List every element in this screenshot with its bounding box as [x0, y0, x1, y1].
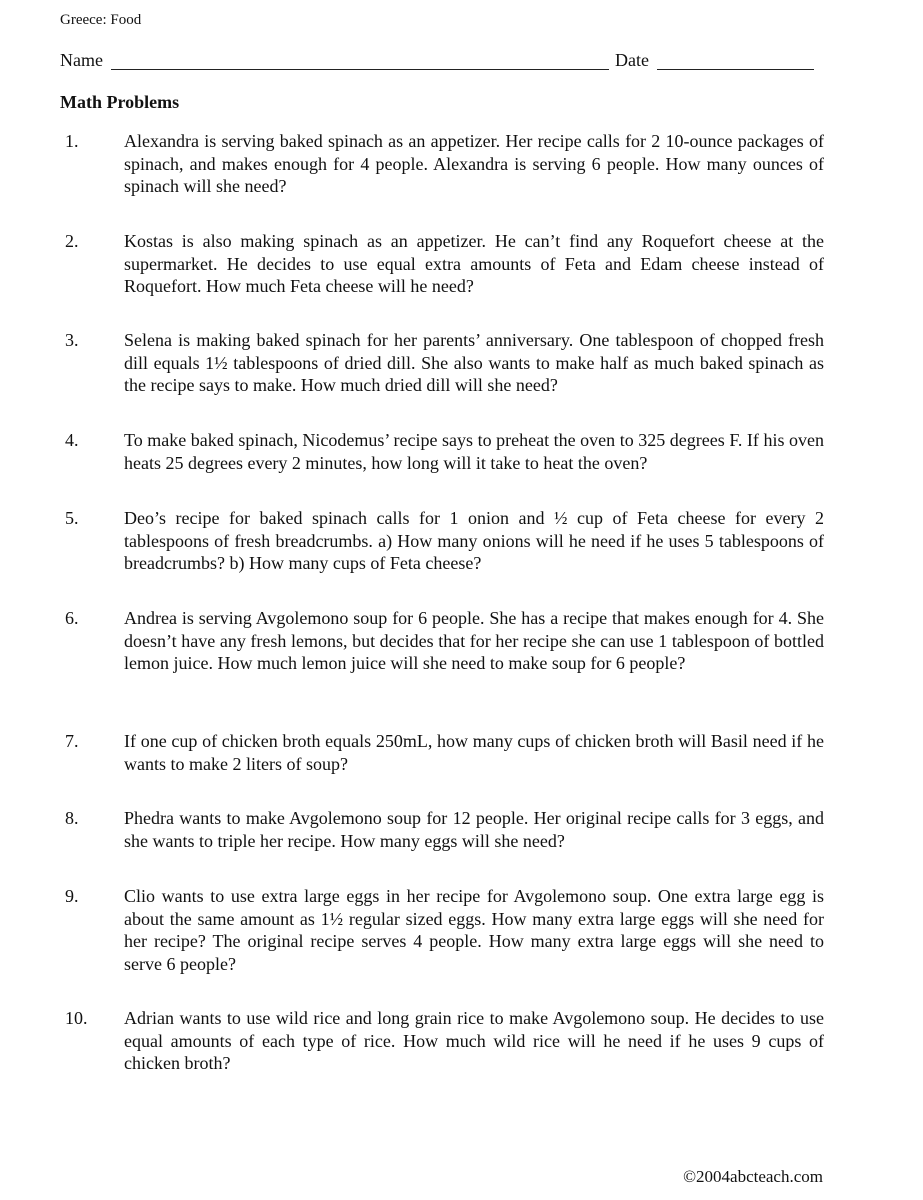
problem-number: 9.: [65, 886, 79, 906]
worksheet-header-title: Greece: Food: [60, 12, 142, 28]
problem-text: If one cup of chicken broth equals 250mL, how many cups of chicken broth will Basil need if he wants to make 2 liters of soup?: [124, 731, 824, 774]
problem-number: 10.: [65, 1008, 88, 1028]
date-blank-line: [657, 69, 814, 70]
copyright-footer: ©2004abcteach.com: [683, 1167, 823, 1186]
problem-text: Selena is making baked spinach for her parents’ anniversary. One tablespoon of chopped fresh dill equals 1½ tablespoons of dried dill. She also wants to make half as much baked spinach as the recipe says to make. How much dried dill will she need?: [124, 330, 824, 395]
name-blank-line: [111, 69, 609, 70]
problem-number: 8.: [65, 808, 79, 828]
problem-text: Kostas is also making spinach as an appetizer. He can’t find any Roquefort cheese at the supermarket. He decides to use equal extra amounts of Feta and Edam cheese instead of Roquefort. How much Feta cheese will he need?: [124, 231, 824, 296]
name-label: Name: [60, 50, 103, 70]
problem-text: Clio wants to use extra large eggs in her recipe for Avgolemono soup. One extra large egg is about the same amount as 1½ regular sized eggs. How many extra large eggs will she need for her recipe? The original recipe serves 4 people. How many extra large eggs will she need to serve 6 people?: [124, 886, 824, 974]
name-date-row: [60, 50, 820, 74]
problem-number: 6.: [65, 608, 79, 628]
problem-text: Adrian wants to use wild rice and long grain rice to make Avgolemono soup. He decides to use equal amounts of each type of rice. How much wild rice will he need if he uses 9 cups of chicken broth?: [124, 1008, 824, 1073]
problem-number: 4.: [65, 430, 79, 450]
problem-text: To make baked spinach, Nicodemus’ recipe says to preheat the oven to 325 degrees F. If his oven heats 25 degrees every 2 minutes, how long will it take to heat the oven?: [124, 430, 824, 473]
problem-number: 7.: [65, 731, 79, 751]
problem-number: 2.: [65, 231, 79, 251]
problem-text: Alexandra is serving baked spinach as an appetizer. Her recipe calls for 2 10-ounce packages of spinach, and makes enough for 4 people. Alexandra is serving 6 people. How many ounces of spinach will she need?: [124, 131, 824, 196]
problem-number: 5.: [65, 508, 79, 528]
problem-number: 3.: [65, 330, 79, 350]
section-title: Math Problems: [60, 92, 180, 112]
problem-text: Andrea is serving Avgolemono soup for 6 people. She has a recipe that makes enough for 4. She doesn’t have any fresh lemons, but decides that for her recipe she can use 1 tablespoon of bottled lemon juice. How much lemon juice will she need to make soup for 6 people?: [124, 608, 824, 673]
problem-number: 1.: [65, 131, 79, 151]
date-label: Date: [615, 50, 649, 70]
problem-text: Deo’s recipe for baked spinach calls for 1 onion and ½ cup of Feta cheese for every 2 tablespoons of fresh breadcrumbs. a) How many onions will he need if he uses 5 tablespoons of breadcrumbs? b) How many cups of Feta cheese?: [124, 508, 824, 573]
problem-text: Phedra wants to make Avgolemono soup for 12 people. Her original recipe calls for 3 eggs, and she wants to triple her recipe. How many eggs will she need?: [124, 808, 824, 851]
